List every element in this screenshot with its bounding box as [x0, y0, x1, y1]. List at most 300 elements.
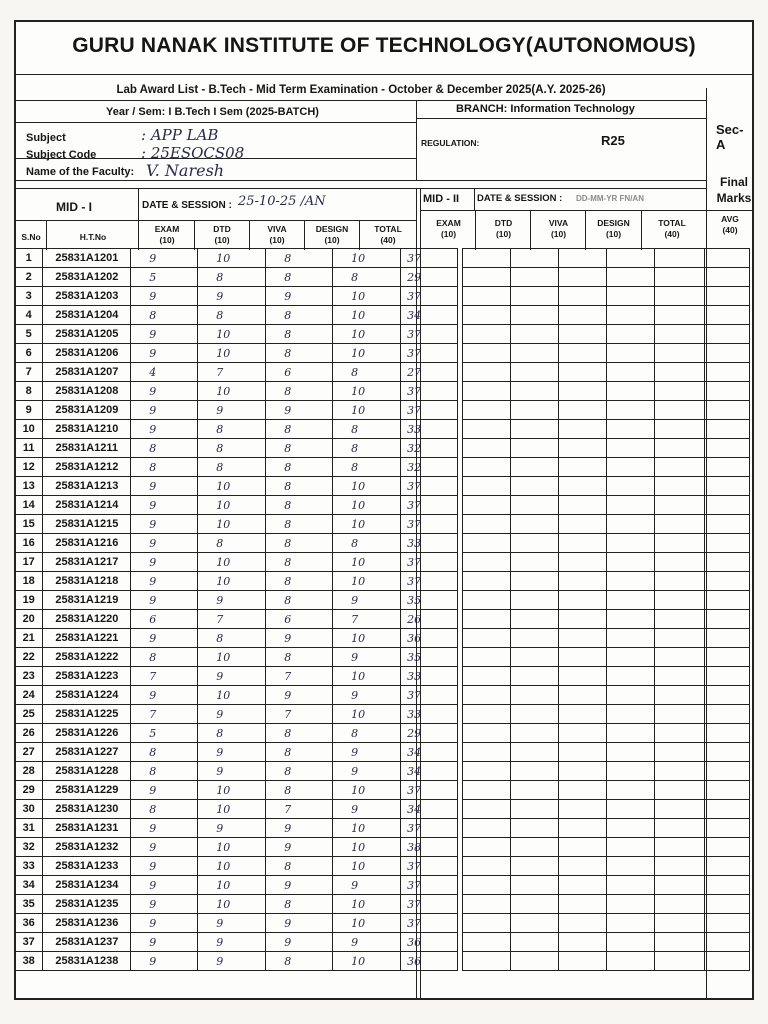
- row-mid2-cell: [606, 705, 654, 724]
- row-mid2-cell: [606, 648, 654, 667]
- row-dtd: 10: [198, 857, 266, 876]
- row-htno: 25831A1207: [43, 363, 131, 382]
- row-exam: 9: [131, 629, 198, 648]
- row-mid2-cell: [654, 249, 704, 268]
- row-mid2-cell: [511, 496, 559, 515]
- row-final-avg: [704, 914, 749, 933]
- row-mid2-cell: [606, 895, 654, 914]
- row-mid2-cell: [559, 515, 607, 534]
- row-design: 8: [333, 268, 401, 287]
- regulation-label: REGULATION:: [421, 138, 480, 148]
- row-total: 33: [401, 420, 458, 439]
- row-mid2-cell: [559, 344, 607, 363]
- row-total: 37: [401, 401, 458, 420]
- row-viva: 8: [266, 420, 333, 439]
- row-dtd: 7: [198, 363, 266, 382]
- mid2-label: MID - II: [423, 193, 460, 205]
- row-htno: 25831A1223: [43, 667, 131, 686]
- row-viva: 8: [266, 249, 333, 268]
- row-total: 37: [401, 895, 458, 914]
- row-sno: 9: [15, 401, 43, 420]
- row-htno: 25831A1222: [43, 648, 131, 667]
- row-mid2-cell: [463, 496, 511, 515]
- row-htno: 25831A1221: [43, 629, 131, 648]
- row-mid2-cell: [511, 287, 559, 306]
- row-total: 26: [401, 610, 458, 629]
- faculty-label: Name of the Faculty:: [26, 166, 135, 178]
- row-total: 37: [401, 553, 458, 572]
- row-sno: 29: [15, 781, 43, 800]
- row-sno: 7: [15, 363, 43, 382]
- row-mid2-cell: [654, 439, 704, 458]
- table-row: [15, 762, 750, 781]
- row-mid2-cell: [606, 572, 654, 591]
- row-dtd: 10: [198, 496, 266, 515]
- row-htno: 25831A1204: [43, 306, 131, 325]
- table-row: [15, 477, 750, 496]
- row-mid2-cell: [559, 553, 607, 572]
- row-viva: 9: [266, 819, 333, 838]
- table-row: [15, 800, 750, 819]
- row-dtd: 10: [198, 572, 266, 591]
- table-row: [15, 743, 750, 762]
- row-design: 10: [333, 249, 401, 268]
- row-mid2-cell: [511, 591, 559, 610]
- row-design: 10: [333, 382, 401, 401]
- row-mid2-cell: [559, 800, 607, 819]
- row-mid2-cell: [559, 933, 607, 952]
- table-row: [15, 344, 750, 363]
- mid2-col-total: TOTAL (40): [658, 218, 686, 239]
- row-viva: 8: [266, 743, 333, 762]
- row-design: 8: [333, 534, 401, 553]
- row-dtd: 8: [198, 420, 266, 439]
- row-mid2-cell: [654, 268, 704, 287]
- row-sno: 11: [15, 439, 43, 458]
- row-design: 9: [333, 648, 401, 667]
- row-htno: 25831A1224: [43, 686, 131, 705]
- row-exam: 9: [131, 914, 198, 933]
- row-design: 7: [333, 610, 401, 629]
- row-dtd: 10: [198, 876, 266, 895]
- row-dtd: 10: [198, 781, 266, 800]
- row-htno: 25831A1215: [43, 515, 131, 534]
- row-design: 10: [333, 705, 401, 724]
- row-total: 37: [401, 914, 458, 933]
- row-mid2-cell: [606, 743, 654, 762]
- row-exam: 9: [131, 515, 198, 534]
- row-dtd: 8: [198, 268, 266, 287]
- row-mid2-cell: [511, 667, 559, 686]
- row-mid2-cell: [606, 667, 654, 686]
- row-mid2-cell: [463, 401, 511, 420]
- row-mid2-cell: [606, 591, 654, 610]
- row-total: 34: [401, 762, 458, 781]
- row-design: 10: [333, 838, 401, 857]
- row-viva: 8: [266, 648, 333, 667]
- mid2-date-label: DATE & SESSION :: [477, 193, 563, 204]
- row-mid2-cell: [654, 705, 704, 724]
- row-htno: 25831A1214: [43, 496, 131, 515]
- row-htno: 25831A1210: [43, 420, 131, 439]
- row-final-avg: [704, 933, 749, 952]
- row-exam: 9: [131, 496, 198, 515]
- row-sno: 36: [15, 914, 43, 933]
- row-exam: 9: [131, 420, 198, 439]
- row-mid2-cell: [463, 952, 511, 971]
- row-total: 37: [401, 287, 458, 306]
- row-mid2-cell: [559, 268, 607, 287]
- row-mid2-cell: [606, 249, 654, 268]
- row-final-avg: [704, 705, 749, 724]
- table-row: [15, 363, 750, 382]
- row-final-avg: [704, 439, 749, 458]
- row-dtd: 8: [198, 534, 266, 553]
- row-exam: 9: [131, 781, 198, 800]
- row-mid2-cell: [511, 914, 559, 933]
- row-sno: 21: [15, 629, 43, 648]
- row-design: 10: [333, 287, 401, 306]
- row-mid2-cell: [511, 306, 559, 325]
- row-mid2-cell: [511, 800, 559, 819]
- row-mid2-cell: [559, 572, 607, 591]
- row-sno: 27: [15, 743, 43, 762]
- mid1-date-value: 25-10-25 /AN: [238, 194, 326, 209]
- row-mid2-cell: [559, 439, 607, 458]
- row-mid2-cell: [463, 933, 511, 952]
- table-row: [15, 876, 750, 895]
- col-htno: H.T.No: [79, 232, 107, 242]
- row-sno: 28: [15, 762, 43, 781]
- row-mid2-cell: [654, 952, 704, 971]
- row-htno: 25831A1213: [43, 477, 131, 496]
- row-mid2-cell: [606, 420, 654, 439]
- mid1-date-label: DATE & SESSION :: [142, 200, 232, 211]
- row-viva: 8: [266, 496, 333, 515]
- row-exam: 9: [131, 838, 198, 857]
- col-exam: EXAM (10): [154, 224, 180, 245]
- row-viva: 8: [266, 895, 333, 914]
- row-dtd: 10: [198, 686, 266, 705]
- row-mid2-cell: [654, 895, 704, 914]
- row-total: 37: [401, 819, 458, 838]
- row-sno: 35: [15, 895, 43, 914]
- row-mid2-cell: [654, 743, 704, 762]
- row-mid2-cell: [463, 743, 511, 762]
- row-exam: 9: [131, 686, 198, 705]
- table-row: [15, 420, 750, 439]
- table-row: [15, 401, 750, 420]
- row-dtd: 10: [198, 800, 266, 819]
- row-mid2-cell: [654, 819, 704, 838]
- row-mid2-cell: [606, 382, 654, 401]
- row-mid2-cell: [511, 648, 559, 667]
- row-htno: 25831A1237: [43, 933, 131, 952]
- row-final-avg: [704, 667, 749, 686]
- subject-code-label: Subject Code: [26, 149, 97, 161]
- row-mid2-cell: [654, 648, 704, 667]
- row-mid2-cell: [606, 686, 654, 705]
- row-mid2-cell: [511, 420, 559, 439]
- row-htno: 25831A1216: [43, 534, 131, 553]
- row-mid2-cell: [511, 534, 559, 553]
- row-final-avg: [704, 952, 749, 971]
- row-mid2-cell: [606, 876, 654, 895]
- row-mid2-cell: [559, 743, 607, 762]
- row-viva: 8: [266, 439, 333, 458]
- row-sno: 37: [15, 933, 43, 952]
- table-row: [15, 458, 750, 477]
- row-htno: 25831A1225: [43, 705, 131, 724]
- mid2-date-value: DD-MM-YR FN/AN: [576, 194, 644, 203]
- branch: BRANCH: Information Technology: [456, 103, 635, 115]
- row-sno: 31: [15, 819, 43, 838]
- row-dtd: 9: [198, 952, 266, 971]
- row-mid2-cell: [559, 667, 607, 686]
- row-viva: 7: [266, 800, 333, 819]
- row-viva: 9: [266, 838, 333, 857]
- table-row: [15, 591, 750, 610]
- row-mid2-cell: [511, 268, 559, 287]
- row-dtd: 9: [198, 914, 266, 933]
- row-dtd: 10: [198, 249, 266, 268]
- section-label: Sec-A: [716, 122, 744, 152]
- row-mid2-cell: [463, 344, 511, 363]
- row-mid2-cell: [606, 344, 654, 363]
- row-mid2-cell: [463, 610, 511, 629]
- row-mid2-cell: [463, 876, 511, 895]
- row-mid2-cell: [606, 553, 654, 572]
- row-mid2-cell: [511, 838, 559, 857]
- row-dtd: 8: [198, 629, 266, 648]
- row-mid2-cell: [463, 268, 511, 287]
- row-viva: 8: [266, 724, 333, 743]
- row-dtd: 10: [198, 344, 266, 363]
- row-mid2-cell: [511, 325, 559, 344]
- row-htno: 25831A1231: [43, 819, 131, 838]
- row-total: 33: [401, 705, 458, 724]
- row-dtd: 10: [198, 382, 266, 401]
- row-dtd: 10: [198, 325, 266, 344]
- table-row: [15, 287, 750, 306]
- row-mid2-cell: [559, 762, 607, 781]
- row-design: 8: [333, 439, 401, 458]
- row-mid2-cell: [606, 857, 654, 876]
- row-viva: 8: [266, 591, 333, 610]
- row-design: 10: [333, 401, 401, 420]
- row-mid2-cell: [654, 686, 704, 705]
- row-mid2-cell: [511, 781, 559, 800]
- row-dtd: 9: [198, 819, 266, 838]
- row-exam: 9: [131, 876, 198, 895]
- row-mid2-cell: [463, 819, 511, 838]
- table-row: [15, 572, 750, 591]
- row-viva: 8: [266, 306, 333, 325]
- row-mid2-cell: [559, 401, 607, 420]
- row-mid2-cell: [463, 762, 511, 781]
- row-total: 37: [401, 344, 458, 363]
- row-sno: 1: [15, 249, 43, 268]
- row-sno: 30: [15, 800, 43, 819]
- row-mid2-cell: [463, 724, 511, 743]
- row-mid2-cell: [511, 439, 559, 458]
- faculty-name: V. Naresh: [146, 161, 225, 180]
- row-total: 32: [401, 458, 458, 477]
- row-mid2-cell: [559, 477, 607, 496]
- table-row: [15, 819, 750, 838]
- col-design: DESIGN (10): [315, 224, 349, 245]
- row-mid2-cell: [463, 914, 511, 933]
- row-final-avg: [704, 629, 749, 648]
- row-mid2-cell: [654, 344, 704, 363]
- row-mid2-cell: [463, 249, 511, 268]
- row-mid2-cell: [463, 325, 511, 344]
- row-mid2-cell: [463, 800, 511, 819]
- row-mid2-cell: [511, 952, 559, 971]
- row-final-avg: [704, 382, 749, 401]
- row-exam: 5: [131, 268, 198, 287]
- table-row: [15, 268, 750, 287]
- row-mid2-cell: [463, 838, 511, 857]
- row-viva: 7: [266, 705, 333, 724]
- row-mid2-cell: [511, 686, 559, 705]
- row-mid2-cell: [463, 306, 511, 325]
- row-dtd: 9: [198, 743, 266, 762]
- row-mid2-cell: [511, 249, 559, 268]
- row-mid2-cell: [654, 515, 704, 534]
- row-dtd: 9: [198, 933, 266, 952]
- row-htno: 25831A1206: [43, 344, 131, 363]
- table-row: [15, 553, 750, 572]
- row-htno: 25831A1232: [43, 838, 131, 857]
- mid2-col-exam: EXAM (10): [436, 218, 461, 239]
- row-design: 8: [333, 724, 401, 743]
- row-mid2-cell: [511, 895, 559, 914]
- table-row: [15, 648, 750, 667]
- row-dtd: 10: [198, 477, 266, 496]
- row-mid2-cell: [606, 363, 654, 382]
- row-mid2-cell: [559, 534, 607, 553]
- table-row: [15, 249, 750, 268]
- row-design: 10: [333, 572, 401, 591]
- table-row: [15, 610, 750, 629]
- row-exam: 9: [131, 572, 198, 591]
- row-viva: 8: [266, 534, 333, 553]
- row-exam: 9: [131, 287, 198, 306]
- row-mid2-cell: [511, 724, 559, 743]
- row-htno: 25831A1226: [43, 724, 131, 743]
- row-mid2-cell: [606, 933, 654, 952]
- row-sno: 13: [15, 477, 43, 496]
- row-mid2-cell: [463, 572, 511, 591]
- row-viva: 8: [266, 344, 333, 363]
- row-mid2-cell: [463, 781, 511, 800]
- row-final-avg: [704, 800, 749, 819]
- row-htno: 25831A1238: [43, 952, 131, 971]
- row-viva: 9: [266, 686, 333, 705]
- row-final-avg: [704, 325, 749, 344]
- row-mid2-cell: [606, 819, 654, 838]
- row-design: 10: [333, 553, 401, 572]
- row-mid2-cell: [463, 515, 511, 534]
- row-mid2-cell: [463, 648, 511, 667]
- row-sno: 34: [15, 876, 43, 895]
- row-htno: 25831A1205: [43, 325, 131, 344]
- marks-table: [14, 248, 750, 971]
- row-mid2-cell: [511, 819, 559, 838]
- row-dtd: 9: [198, 667, 266, 686]
- row-final-avg: [704, 762, 749, 781]
- row-dtd: 8: [198, 724, 266, 743]
- row-viva: 6: [266, 363, 333, 382]
- row-htno: 25831A1234: [43, 876, 131, 895]
- row-final-avg: [704, 287, 749, 306]
- subject-code-value: : 25ESOCS08: [141, 144, 245, 162]
- final-marks-label: Final Marks: [716, 175, 752, 205]
- row-mid2-cell: [511, 553, 559, 572]
- row-mid2-cell: [606, 781, 654, 800]
- row-mid2-cell: [654, 667, 704, 686]
- table-row: [15, 857, 750, 876]
- row-mid2-cell: [511, 458, 559, 477]
- row-final-avg: [704, 895, 749, 914]
- row-viva: 8: [266, 762, 333, 781]
- row-sno: 12: [15, 458, 43, 477]
- row-mid2-cell: [606, 325, 654, 344]
- row-design: 9: [333, 686, 401, 705]
- row-sno: 15: [15, 515, 43, 534]
- row-mid2-cell: [559, 648, 607, 667]
- row-mid2-cell: [606, 439, 654, 458]
- row-mid2-cell: [654, 800, 704, 819]
- row-htno: 25831A1233: [43, 857, 131, 876]
- row-mid2-cell: [606, 515, 654, 534]
- row-mid2-cell: [654, 724, 704, 743]
- row-exam: 5: [131, 724, 198, 743]
- row-htno: 25831A1236: [43, 914, 131, 933]
- row-sno: 10: [15, 420, 43, 439]
- row-htno: 25831A1203: [43, 287, 131, 306]
- row-mid2-cell: [559, 496, 607, 515]
- row-design: 9: [333, 933, 401, 952]
- row-mid2-cell: [559, 458, 607, 477]
- row-design: 10: [333, 325, 401, 344]
- row-mid2-cell: [654, 857, 704, 876]
- row-mid2-cell: [511, 344, 559, 363]
- row-mid2-cell: [463, 458, 511, 477]
- row-total: 37: [401, 496, 458, 515]
- row-mid2-cell: [463, 534, 511, 553]
- row-exam: 9: [131, 382, 198, 401]
- row-total: 36: [401, 952, 458, 971]
- row-total: 27: [401, 363, 458, 382]
- row-sno: 25: [15, 705, 43, 724]
- row-final-avg: [704, 344, 749, 363]
- row-exam: 8: [131, 743, 198, 762]
- row-design: 10: [333, 667, 401, 686]
- row-mid2-cell: [654, 553, 704, 572]
- row-exam: 9: [131, 591, 198, 610]
- table-row: [15, 724, 750, 743]
- row-mid2-cell: [463, 382, 511, 401]
- table-row: [15, 705, 750, 724]
- row-total: 35: [401, 591, 458, 610]
- row-htno: 25831A1227: [43, 743, 131, 762]
- row-final-avg: [704, 496, 749, 515]
- row-viva: 9: [266, 287, 333, 306]
- row-sno: 6: [15, 344, 43, 363]
- row-mid2-cell: [606, 306, 654, 325]
